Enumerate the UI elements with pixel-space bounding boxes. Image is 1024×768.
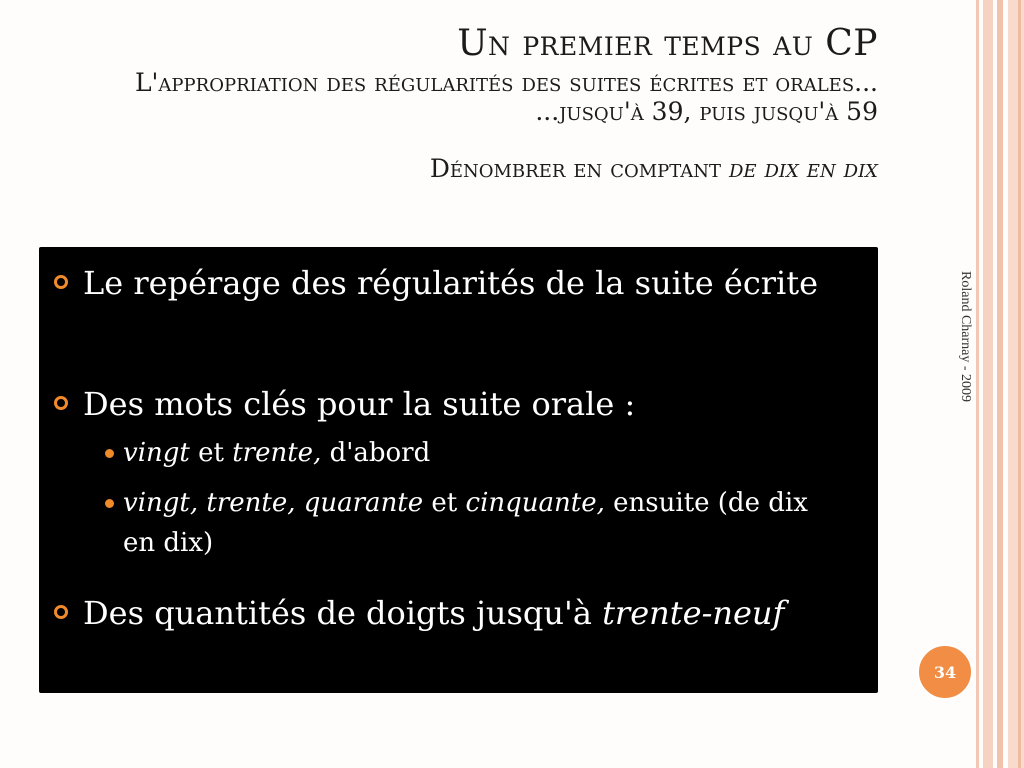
- sub-bullet-1-text-1: et: [189, 438, 233, 468]
- decorative-stripe: [976, 0, 979, 768]
- title-line-3: ...jusqu'à 39, puis jusqu'à 59: [535, 97, 878, 126]
- bullet-circle-icon: [54, 396, 68, 410]
- sub-bullet-2-italic-2: cinquante,: [465, 488, 605, 518]
- bullet-circle-icon: [54, 605, 68, 619]
- bullet-3: [83, 591, 863, 636]
- decorative-stripe: [1008, 0, 1024, 768]
- decorative-stripe: [1018, 0, 1021, 768]
- sub-bullet-2: [123, 483, 843, 563]
- bullet-circle-icon: [54, 275, 68, 289]
- bullet-1-text: Le repérage des régularités de la suite écrite: [83, 264, 819, 302]
- decorative-stripe: [983, 0, 993, 768]
- content-panel: [39, 247, 878, 693]
- slide-title: [134, 23, 878, 183]
- bullet-1: [83, 261, 863, 306]
- bullet-3-text: Des quantités de doigts jusqu'à: [83, 594, 603, 632]
- title-line-4-text: Dénombrer en comptant: [429, 154, 729, 183]
- bullet-2: [83, 382, 863, 427]
- sub-bullet-2-text-1: et: [423, 488, 466, 518]
- sub-bullet-1-italic-2: trente,: [232, 438, 322, 468]
- title-line-4: [135, 156, 878, 181]
- decorative-stripe: [997, 0, 1003, 768]
- bullet-dot-icon: [105, 499, 114, 508]
- bullet-dot-icon: [105, 449, 114, 458]
- sub-bullet-1-text-2: d'abord: [321, 438, 431, 468]
- author-sidebar-text: Roland Charnay - 2009: [958, 271, 973, 403]
- title-line-1: Un premier temps au CP: [457, 23, 878, 64]
- bullet-2-text: Des mots clés pour la suite orale :: [83, 385, 636, 423]
- title-line-4-italic: de dix en dix: [728, 154, 878, 183]
- sub-bullet-2-italic-1: vingt, trente, quarante: [123, 488, 424, 518]
- sub-bullet-1-italic-1: vingt: [123, 438, 190, 468]
- sub-bullet-1: [123, 433, 843, 473]
- page-number-badge: 34: [917, 644, 973, 700]
- title-line-2: L'appropriation des régularités des suites écrites et orales...: [134, 68, 878, 97]
- sub-bullet-2-text-2: ensuite (de dix en dix): [123, 488, 808, 558]
- bullet-3-italic: trente-neuf: [602, 594, 785, 632]
